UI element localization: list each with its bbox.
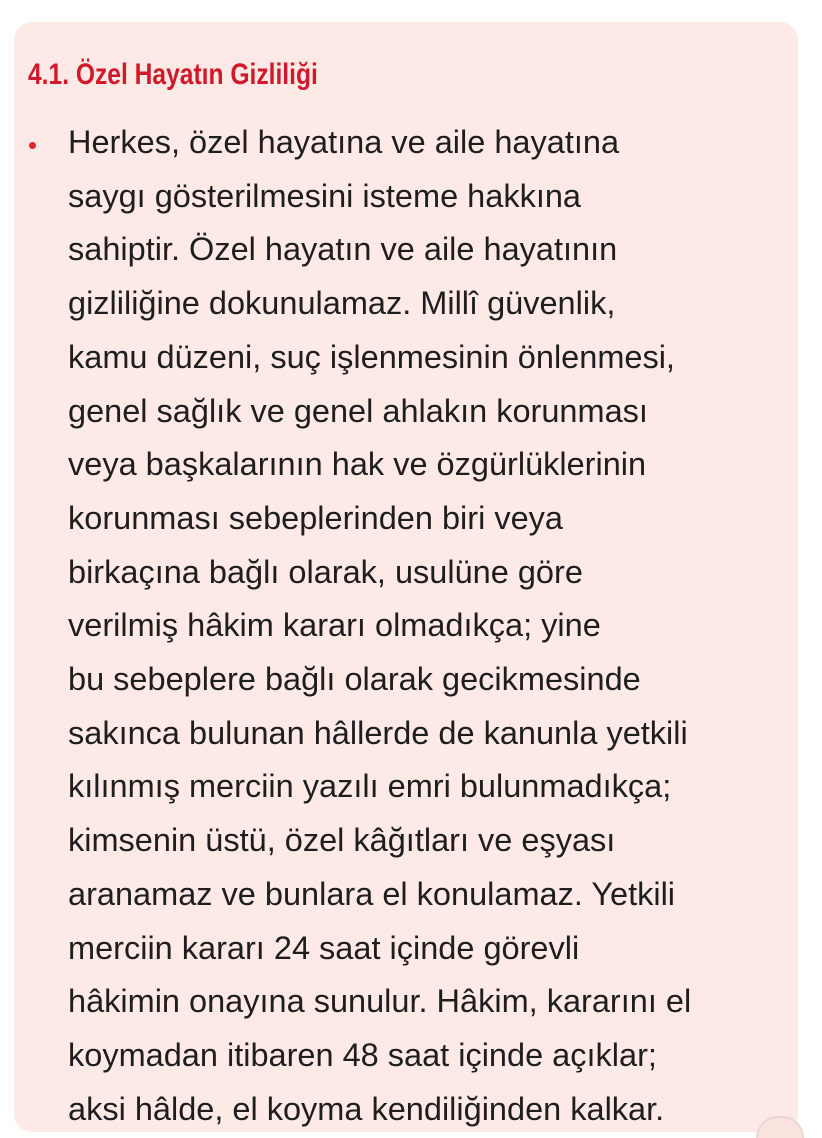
paragraph-line: bu sebeplere bağlı olarak gecikmesinde xyxy=(68,661,641,698)
section-paragraph xyxy=(68,116,808,1136)
section-heading: 4.1. Özel Hayatın Gizliliği xyxy=(28,58,318,91)
paragraph-line: kimsenin üstü, özel kâğıtları ve eşyası xyxy=(68,822,616,859)
paragraph-line: genel sağlık ve genel ahlakın korunması xyxy=(68,392,648,429)
paragraph-line: saygı gösterilmesini isteme hakkına xyxy=(68,177,582,214)
paragraph-line: veya başkalarının hak ve özgürlüklerinin xyxy=(68,446,647,483)
paragraph-line: aksi hâlde, el koyma kendiliğinden kalkar. xyxy=(68,1090,665,1127)
paragraph-line: gizliliğine dokunulamaz. Millî güvenlik, xyxy=(68,285,616,322)
paragraph-line: koymadan itibaren 48 saat içinde açıklar; xyxy=(68,1036,657,1073)
paragraph-line: kamu düzeni, suç işlenmesinin önlenmesi, xyxy=(68,338,675,375)
paragraph-line: sahiptir. Özel hayatın ve aile hayatının xyxy=(68,231,618,268)
paragraph-line: verilmiş hâkim kararı olmadıkça; yine xyxy=(68,607,601,644)
paragraph-line: merciin kararı 24 saat içinde görevli xyxy=(68,929,580,966)
paragraph-line: kılınmış merciin yazılı emri bulunmadıkça; xyxy=(68,768,672,805)
paragraph-line: hâkimin onayına sunulur. Hâkim, kararını el xyxy=(68,983,692,1020)
bullet-icon xyxy=(29,142,36,149)
paragraph-line: korunması sebeplerinden biri veya xyxy=(68,499,563,536)
paragraph-line: birkaçına bağlı olarak, usulüne göre xyxy=(68,553,583,590)
paragraph-line: Herkes, özel hayatına ve aile hayatına xyxy=(68,124,620,160)
paragraph-line: sakınca bulunan hâllerde de kanunla yetkili xyxy=(68,714,688,751)
paragraph-line: aranamaz ve bunlara el konulamaz. Yetkili xyxy=(68,875,676,912)
